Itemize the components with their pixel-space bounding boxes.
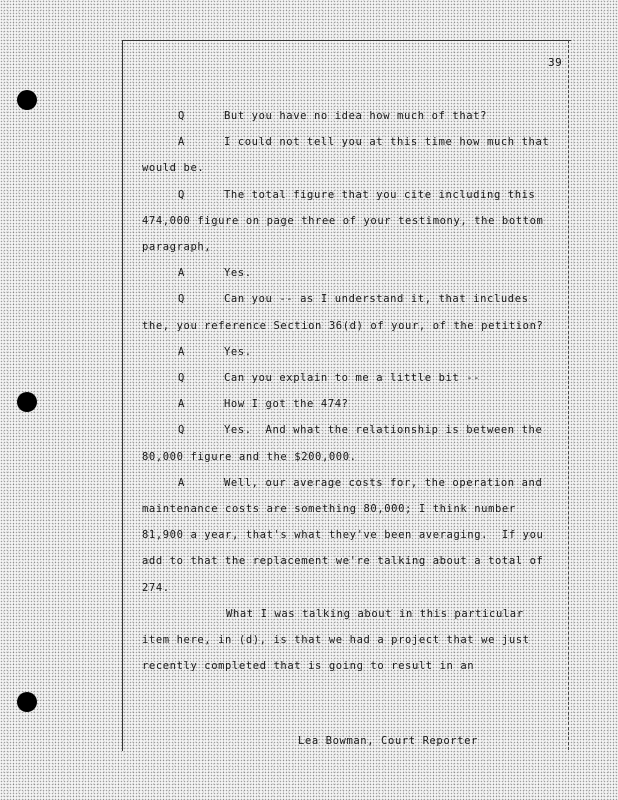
- transcript-line: item here, in (d), is that we had a project that we just: [142, 634, 530, 646]
- transcript-line: 474,000 figure on page three of your testimony, the bottom: [142, 215, 544, 227]
- binder-hole-icon: [17, 692, 37, 712]
- speaker-label: A: [178, 136, 185, 148]
- transcript-line: paragraph,: [142, 241, 212, 253]
- transcript-line: 80,000 figure and the $200,000.: [142, 451, 357, 463]
- transcript-line: would be.: [142, 162, 205, 174]
- speaker-label: Q: [178, 372, 185, 384]
- speaker-label: Q: [178, 424, 185, 436]
- speaker-label: Q: [178, 110, 185, 122]
- binder-hole-icon: [17, 392, 37, 412]
- court-reporter-footer: Lea Bowman, Court Reporter: [298, 735, 478, 747]
- transcript-line: Yes. And what the relationship is between the: [224, 424, 543, 436]
- transcript-line: What I was talking about in this particular: [226, 608, 524, 620]
- transcript-line: maintenance costs are something 80,000; I think number: [142, 503, 516, 515]
- transcript-line: 274.: [142, 582, 170, 594]
- speaker-label: A: [178, 477, 185, 489]
- transcript-line: recently completed that is going to result in an: [142, 660, 475, 672]
- transcript-line: Can you -- as I understand it, that includes: [224, 293, 529, 305]
- transcript-line: add to that the replacement we're talking about a total of: [142, 555, 544, 567]
- transcript-line: But you have no idea how much of that?: [224, 110, 488, 122]
- page-number: 39: [548, 56, 563, 69]
- transcript-line: Well, our average costs for, the operation and: [224, 477, 543, 489]
- transcript-line: 81,900 a year, that's what they've been averaging. If you: [142, 529, 544, 541]
- speaker-label: A: [178, 267, 185, 279]
- transcript-line: Yes.: [224, 267, 252, 279]
- speaker-label: Q: [178, 293, 185, 305]
- binder-hole-icon: [17, 90, 37, 110]
- transcript-line: I could not tell you at this time how much that: [224, 136, 550, 148]
- transcript-line: How I got the 474?: [224, 398, 349, 410]
- speaker-label: A: [178, 346, 185, 358]
- transcript-line: Can you explain to me a little bit --: [224, 372, 481, 384]
- page-border-right: [568, 40, 569, 750]
- transcript-line: The total figure that you cite including this: [224, 189, 536, 201]
- transcript-line: the, you reference Section 36(d) of your, of the petition?: [142, 320, 544, 332]
- speaker-label: Q: [178, 189, 185, 201]
- speaker-label: A: [178, 398, 185, 410]
- transcript-line: Yes.: [224, 346, 252, 358]
